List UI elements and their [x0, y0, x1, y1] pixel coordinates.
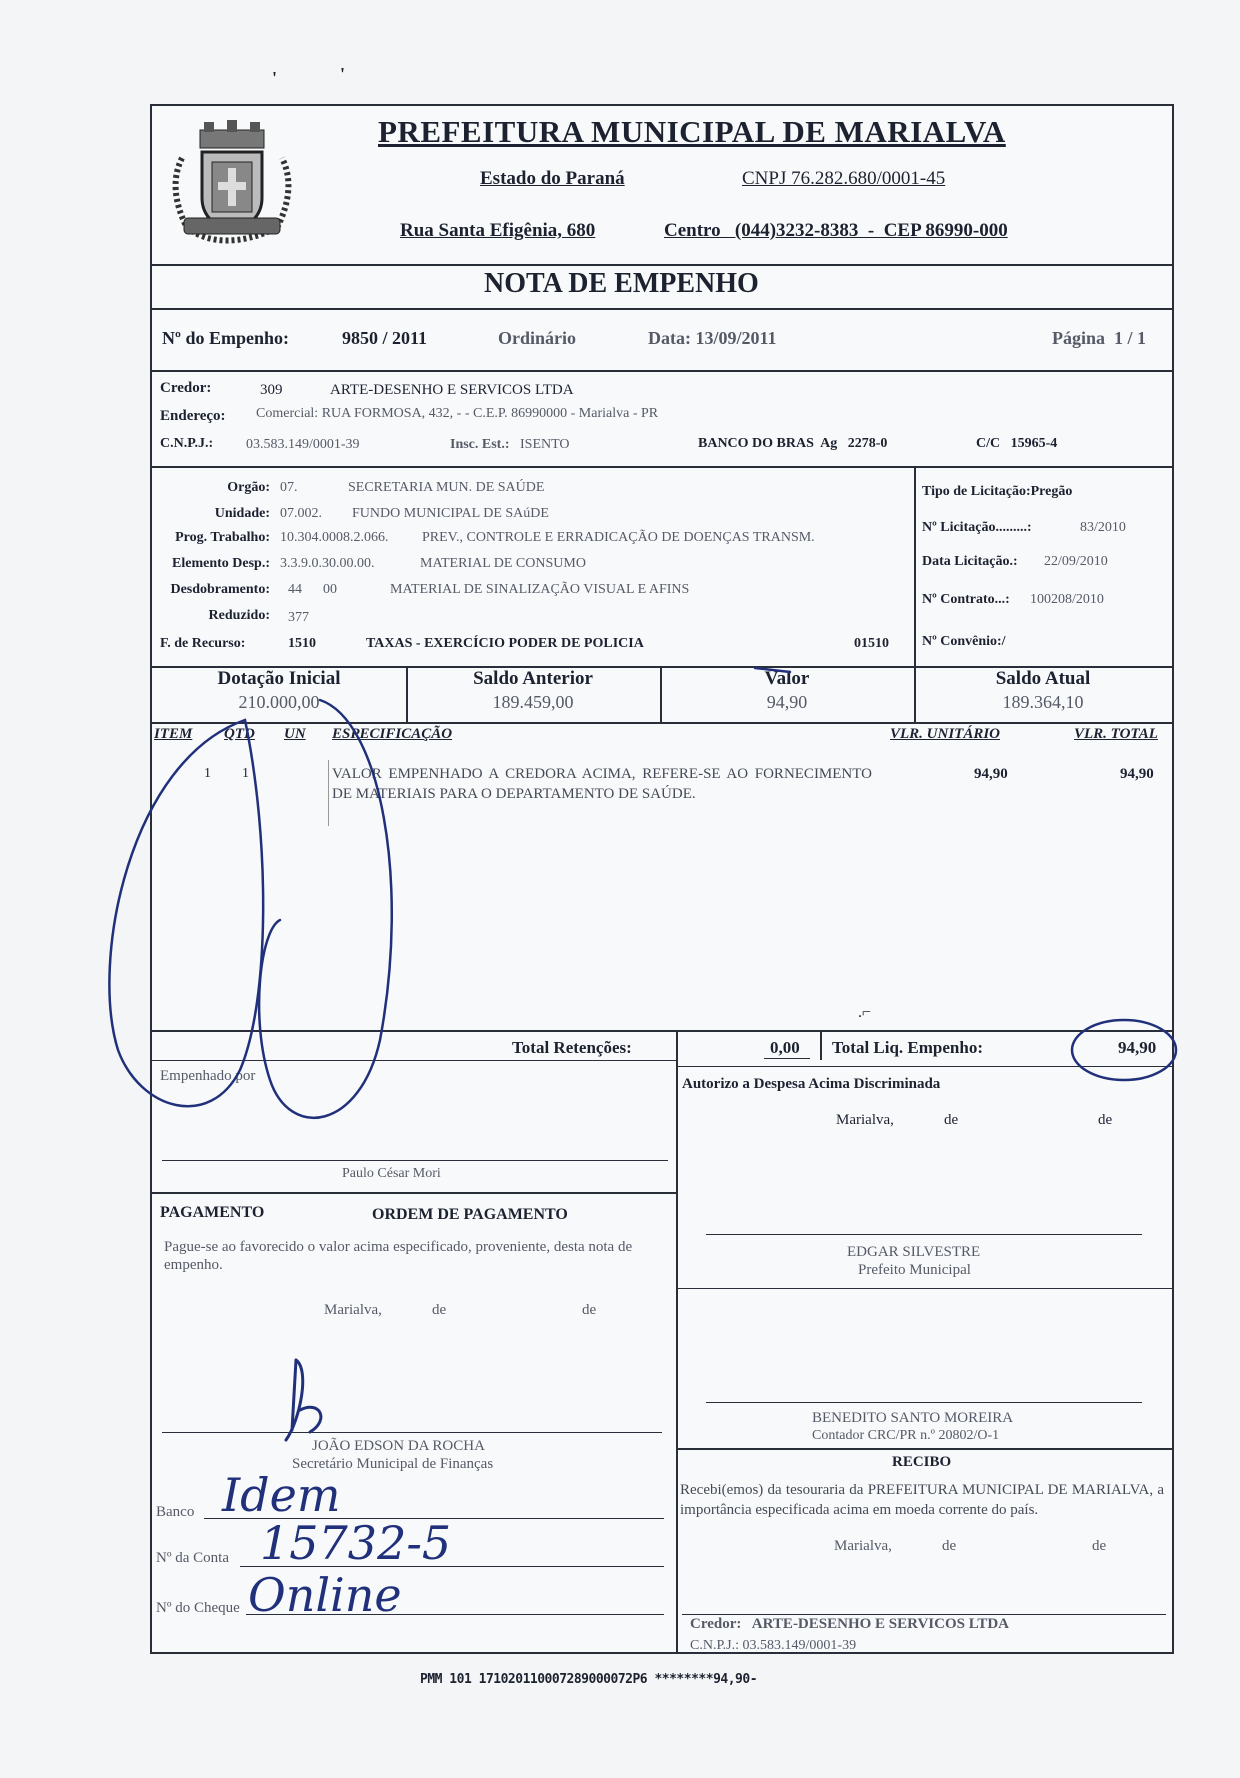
licitacao-number: 83/2010 — [1080, 520, 1126, 535]
col-unit-value: VLR. UNITÁRIO — [890, 726, 1001, 742]
banco-label: Banco — [156, 1504, 195, 1520]
reduzido-value: 377 — [288, 610, 309, 625]
nota-de-empenho-form — [150, 104, 1174, 1654]
retencoes-value: 0,00 — [770, 1038, 800, 1057]
recibo-title: RECIBO — [892, 1454, 952, 1470]
credor-cnpj: 03.583.149/0001-39 — [246, 437, 360, 452]
elemento-code: 3.3.9.0.30.00.00. — [280, 556, 375, 571]
dotacao-value: 210.000,00 — [238, 692, 320, 712]
address-details: Centro (044)3232-8383 - CEP 86990-000 — [664, 220, 1008, 241]
insc-label: Insc. Est.: — [450, 437, 510, 452]
recibo-text: Recebi(emos) da tesouraria da PREFEITURA MUNICIPAL DE MARIALVA, a importância especificada acima em moeda corrente do país. — [680, 1482, 1164, 1518]
empenho-number: 9850 / 2011 — [342, 328, 428, 348]
pagamento-de-1: de — [432, 1302, 447, 1318]
elemento-name: MATERIAL DE CONSUMO — [420, 556, 586, 571]
contador-signature-line — [706, 1402, 1142, 1403]
empenhado-signature-line — [162, 1160, 668, 1161]
ordem-pagamento-label: ORDEM DE PAGAMENTO — [372, 1206, 568, 1223]
cheque-label: Nº do Cheque — [156, 1600, 240, 1616]
col-qtd: QTD — [224, 726, 255, 742]
autoriza-de-1: de — [944, 1112, 959, 1128]
orgao-code: 07. — [280, 480, 298, 495]
recibo-de-2: de — [1092, 1538, 1107, 1554]
retencoes-underline — [764, 1058, 810, 1059]
valor-value: 94,90 — [766, 692, 808, 712]
retencoes-label: Total Retenções: — [512, 1038, 632, 1057]
conta-handwriting: 15732-5 — [260, 1516, 452, 1570]
conta-label: Nº da Conta — [156, 1550, 229, 1566]
col-total-value: VLR. TOTAL — [1074, 726, 1158, 742]
secretario-name: JOÃO EDSON DA ROCHA — [312, 1438, 485, 1454]
recibo-de-1: de — [942, 1538, 957, 1554]
col-item: ITEM — [154, 726, 193, 742]
liquido-label: Total Liq. Empenho: — [832, 1038, 983, 1057]
prefeito-title: Prefeito Municipal — [858, 1262, 971, 1278]
empenho-number-label: Nº do Empenho: — [162, 328, 289, 348]
contrato-value: 100208/2010 — [1030, 592, 1104, 607]
prefeito-name: EDGAR SILVESTRE — [847, 1244, 981, 1260]
row-qtd: 1 — [242, 766, 249, 781]
contrato-label: Nº Contrato...: — [922, 592, 1010, 607]
recurso-label: F. de Recurso: — [160, 636, 246, 651]
orgao-name: SECRETARIA MUN. DE SAÚDE — [348, 480, 545, 495]
licitacao-number-label: Nº Licitação.........: — [922, 520, 1032, 535]
saldo-anterior-label: Saldo Anterior — [473, 668, 593, 689]
bank-account: C/C 15965-4 — [976, 436, 1058, 451]
desdobramento-name: MATERIAL DE SINALIZAÇÃO VISUAL E AFINS — [390, 582, 690, 597]
municipality-title: PREFEITURA MUNICIPAL DE MARIALVA — [378, 114, 1006, 149]
recibo-credor: Credor: ARTE-DESENHO E SERVICOS LTDA — [690, 1616, 1010, 1632]
recibo-cnpj: C.N.P.J.: 03.583.149/0001-39 — [690, 1638, 857, 1653]
contador-name: BENEDITO SANTO MOREIRA — [812, 1410, 1014, 1426]
page-number: Página 1 / 1 — [1052, 328, 1147, 348]
scan-mark: ' — [272, 68, 278, 88]
document-title: NOTA DE EMPENHO — [484, 268, 759, 299]
saldo-anterior-value: 189.459,00 — [492, 692, 574, 712]
contador-title: Contador CRC/PR n.º 20802/O-1 — [812, 1428, 1000, 1443]
row-unit-value: 94,90 — [974, 766, 1008, 782]
prog-code: 10.304.0008.2.066. — [280, 530, 389, 545]
col-especificacao: ESPECIFICAÇÃO — [332, 726, 453, 742]
state-name: Estado do Paraná — [480, 168, 625, 189]
pagamento-text: Pague-se ao favorecido o valor acima especificado, proveniente, desta nota de empenho. — [164, 1239, 633, 1273]
recurso-number: 01510 — [854, 636, 889, 651]
row-item: 1 — [204, 766, 211, 781]
secretario-title: Secretário Municipal de Finanças — [292, 1456, 494, 1472]
unidade-label: Unidade: — [214, 506, 270, 521]
cheque-handwriting: Online — [248, 1568, 402, 1622]
prog-label: Prog. Trabalho: — [175, 530, 270, 545]
scan-mark: ' — [340, 64, 346, 84]
recibo-signature-line — [682, 1614, 1166, 1615]
cnpj-label: C.N.P.J.: — [160, 436, 214, 451]
empenhado-name: Paulo César Mori — [342, 1166, 441, 1181]
prefeito-signature-line — [706, 1234, 1142, 1235]
saldo-atual-label: Saldo Atual — [995, 668, 1091, 689]
reduzido-label: Reduzido: — [208, 608, 270, 623]
autoriza-de-2: de — [1098, 1112, 1113, 1128]
endereco-value: Comercial: RUA FORMOSA, 432, - - C.E.P. 86990000 - Marialva - PR — [256, 406, 659, 421]
desdobramento-label: Desdobramento: — [170, 582, 270, 597]
row-total-value: 94,90 — [1120, 766, 1154, 782]
municipality-cnpj: CNPJ 76.282.680/0001-45 — [742, 168, 946, 189]
coat-of-arms-icon — [162, 118, 302, 254]
credor-code: 309 — [260, 382, 283, 398]
unidade-code: 07.002. — [280, 506, 322, 521]
address-street: Rua Santa Efigênia, 680 — [400, 220, 596, 241]
autoriza-label: Autorizo a Despesa Acima Discriminada — [682, 1076, 941, 1092]
col-un: UN — [284, 726, 306, 742]
tipo-licitacao: Tipo de Licitação:Pregão — [922, 484, 1073, 499]
credor-name: ARTE-DESENHO E SERVICOS LTDA — [330, 382, 574, 398]
pagamento-label: PAGAMENTO — [160, 1204, 265, 1221]
secretario-signature-line — [162, 1432, 662, 1433]
liquido-value: 94,90 — [1118, 1038, 1157, 1057]
valor-label: Valor — [764, 668, 810, 689]
banco-handwriting: Idem — [222, 1468, 341, 1522]
insc-value: ISENTO — [520, 437, 570, 452]
recibo-place: Marialva, — [834, 1538, 892, 1554]
recurso-code: 1510 — [288, 636, 316, 651]
convenio: Nº Convênio:/ — [922, 634, 1006, 649]
empenhado-label: Empenhado por — [160, 1068, 256, 1084]
stray-mark: .⌐ — [858, 1004, 872, 1021]
spec-divider — [328, 760, 329, 826]
recurso-name: TAXAS - EXERCÍCIO PODER DE POLICIA — [366, 636, 644, 651]
pagamento-de-2: de — [582, 1302, 597, 1318]
empenho-date: Data: 13/09/2011 — [648, 328, 777, 348]
footer-code: PMM 101 171020110007289000072P6 ********94,90- — [420, 1672, 758, 1687]
licitacao-date: 22/09/2010 — [1044, 554, 1108, 569]
prog-name: PREV., CONTROLE E ERRADICAÇÃO DE DOENÇAS TRANSM. — [422, 530, 815, 545]
pagamento-place: Marialva, — [324, 1302, 382, 1318]
endereco-label: Endereço: — [160, 408, 226, 424]
row-spec: VALOR EMPENHADO A CREDORA ACIMA, REFERE-SE AO FORNECIMENTO DE MATERIAIS PARA O DEPARTAMENTO DE SAÚDE. — [332, 766, 872, 802]
saldo-atual-value: 189.364,10 — [1002, 692, 1084, 712]
desdobramento-code: 44 00 — [288, 582, 337, 597]
dotacao-label: Dotação Inicial — [217, 668, 341, 689]
credor-label: Credor: — [160, 380, 212, 396]
orgao-label: Orgão: — [227, 480, 270, 495]
licitacao-date-label: Data Licitação.: — [922, 554, 1018, 569]
autoriza-place: Marialva, — [836, 1112, 894, 1128]
elemento-label: Elemento Desp.: — [172, 556, 270, 571]
unidade-name: FUNDO MUNICIPAL DE SAúDE — [352, 506, 549, 521]
empenho-type: Ordinário — [498, 328, 577, 348]
bank-info: BANCO DO BRAS Ag 2278-0 — [698, 436, 888, 451]
